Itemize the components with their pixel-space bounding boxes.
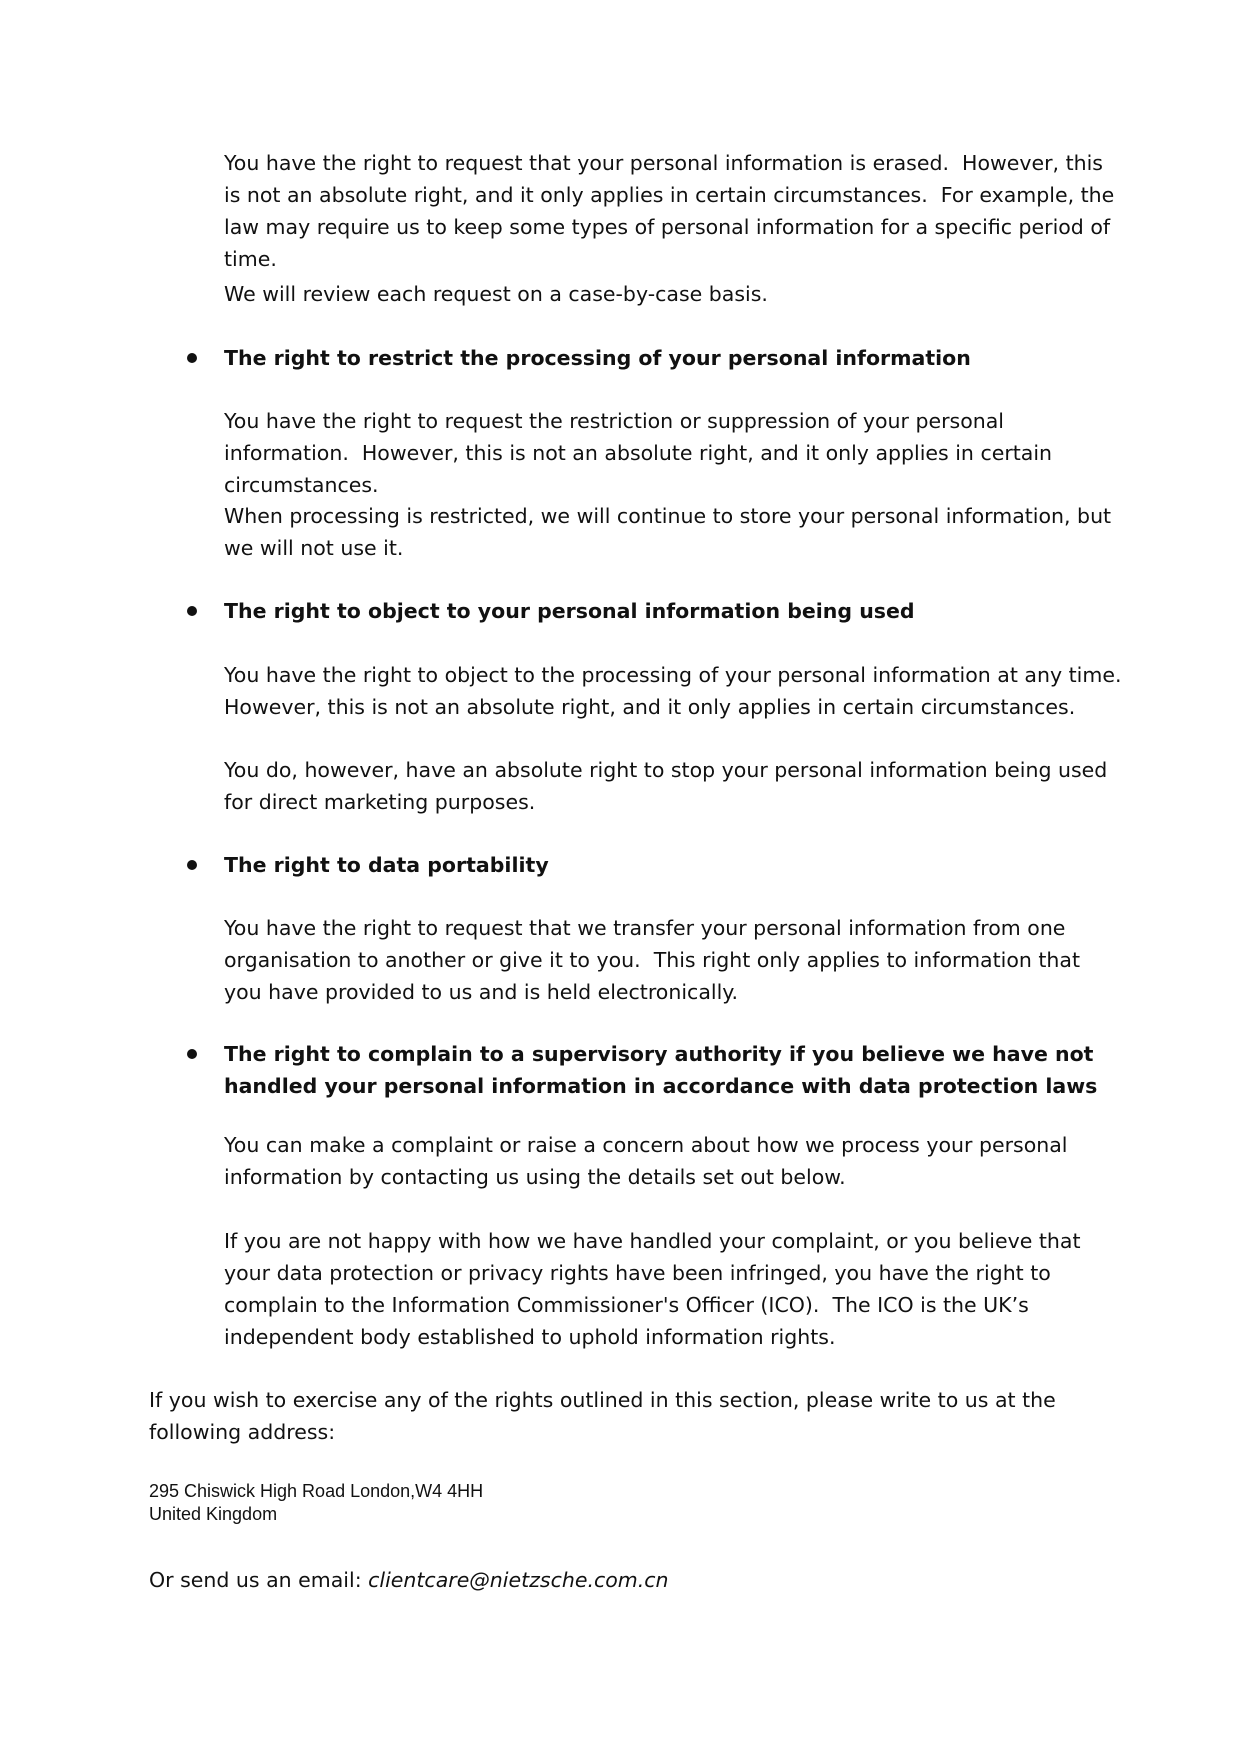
bullet-icon: [187, 1049, 197, 1059]
erasure-paragraph: You have the right to request that your personal information is erased. However, this is not an absolute right, and it only applies in certain circumstances. For example, the law may require us to keep some types of personal information for a specific period of time.: [224, 151, 1121, 271]
bullet-icon: [187, 353, 197, 363]
restrict-paragraph-1: You have the right to request the restriction or suppression of your personal information. However, this is not an absolute right, and it only applies in certain circumstances.: [224, 409, 1059, 497]
email-line: [149, 1564, 1109, 1596]
address-line-1: 295 Chiswick High Road London,W4 4HH: [149, 1481, 484, 1501]
object-paragraph-2: You do, however, have an absolute right to stop your personal information being used for direct marketing purposes.: [224, 758, 1114, 814]
bullet-icon: [187, 860, 197, 870]
bullet-icon: [187, 606, 197, 616]
review-paragraph: We will review each request on a case-by-case basis.: [224, 282, 768, 306]
object-paragraph-1: You have the right to object to the processing of your personal information at any time. However, this is not an absolute right, and it only applies in certain circumstances.: [224, 663, 1135, 719]
complain-paragraph-1: You can make a complaint or raise a concern about how we process your personal information by contacting us using the details set out below.: [224, 1133, 1075, 1189]
restrict-heading: The right to restrict the processing of your personal information: [224, 346, 971, 370]
object-heading: The right to object to your personal information being used: [224, 599, 915, 623]
complain-paragraph-2: If you are not happy with how we have handled your complaint, or you believe that your data protection or privacy rights have been infringed, you have the right to complain to the Information Commissioner's Officer (ICO). The ICO is the UK’s independent body established to uphold information rights.: [224, 1229, 1088, 1349]
exercise-rights-paragraph: If you wish to exercise any of the rights outlined in this section, please write to us at the following address:: [149, 1388, 1063, 1444]
email-prefix: Or send us an email:: [149, 1568, 369, 1592]
portability-heading: The right to data portability: [224, 853, 549, 877]
restrict-paragraph-2: When processing is restricted, we will continue to store your personal information, but we will not use it.: [224, 504, 1118, 560]
address-line-2: United Kingdom: [149, 1504, 278, 1524]
email-link[interactable]: clientcare@nietzsche.com.cn: [368, 1568, 669, 1592]
portability-paragraph: You have the right to request that we transfer your personal information from one organisation to another or give it to you. This right only applies to information that you have provided to us and is held electronically.: [224, 916, 1087, 1004]
complain-heading: The right to complain to a supervisory authority if you believe we have not handled your personal information in accordance with data protection laws: [224, 1042, 1101, 1098]
